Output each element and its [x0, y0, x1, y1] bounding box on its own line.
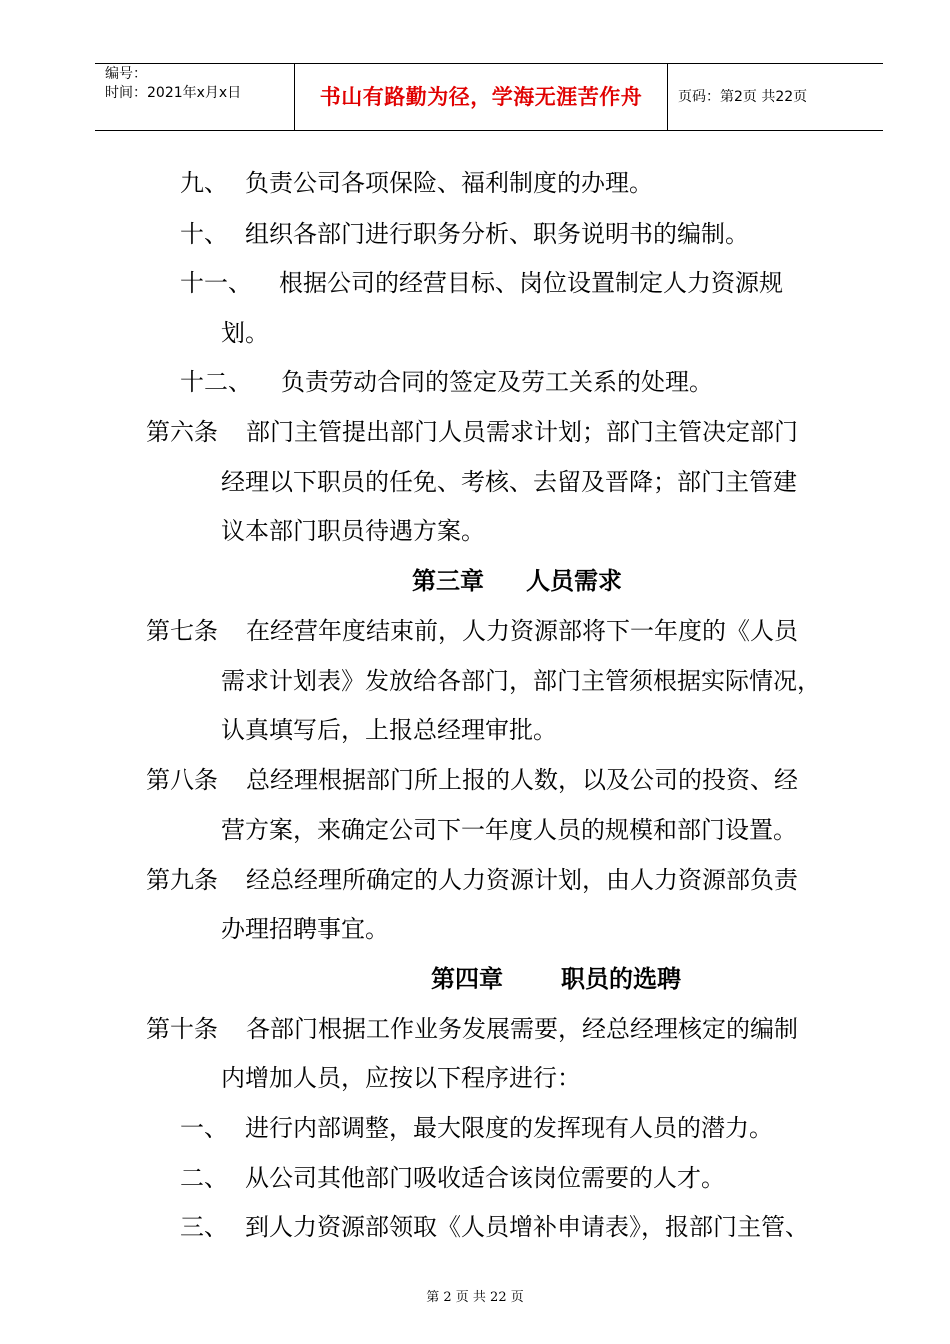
article-paragraph	[146, 616, 798, 646]
item-marker: 十一、	[180, 269, 252, 297]
article-continuation	[221, 516, 485, 546]
article-text: 认真填写后，上报总经理审批。	[221, 716, 557, 744]
list-item	[180, 367, 713, 397]
list-item	[180, 219, 749, 249]
chapter-heading	[431, 964, 681, 994]
article-paragraph	[146, 765, 798, 795]
article-paragraph	[146, 417, 798, 447]
article-continuation	[221, 815, 797, 845]
article-text: 各部门根据工作业务发展需要，经总经理核定的编制	[246, 1015, 798, 1043]
article-text: 议本部门职员待遇方案。	[221, 517, 485, 545]
article-paragraph	[146, 1014, 798, 1044]
header-meta	[105, 65, 241, 103]
article-text: 部门主管提出部门人员需求计划；部门主管决定部门	[246, 418, 798, 446]
item-text: 组织各部门进行职务分析、职务说明书的编制。	[245, 220, 749, 248]
article-continuation	[221, 467, 797, 497]
header-page-count: 页码：第2页 共22页	[678, 89, 808, 105]
article-number: 第九条	[146, 866, 218, 894]
chapter-number: 第三章	[412, 567, 484, 595]
item-text: 划。	[221, 319, 269, 347]
article-text: 办理招聘事宜。	[221, 915, 389, 943]
item-text: 负责劳动合同的签定及劳工关系的处理。	[281, 368, 713, 396]
article-text: 内增加人员，应按以下程序进行：	[221, 1064, 581, 1092]
document-number-label: 编号：	[105, 66, 147, 82]
chapter-number: 第四章	[431, 965, 503, 993]
article-number: 第六条	[146, 418, 218, 446]
header-divider	[667, 64, 668, 130]
page-header	[95, 63, 883, 131]
list-item-continuation	[221, 318, 269, 348]
item-text: 根据公司的经营目标、岗位设置制定人力资源规	[279, 269, 783, 297]
list-item	[180, 1163, 725, 1193]
article-text: 总经理根据部门所上报的人数，以及公司的投资、经	[246, 766, 798, 794]
chapter-heading	[412, 566, 622, 596]
article-paragraph	[146, 865, 798, 895]
article-text: 经理以下职员的任免、考核、去留及晋降；部门主管建	[221, 468, 797, 496]
article-text: 在经营年度结束前，人力资源部将下一年度的《人员	[246, 617, 798, 645]
list-item	[180, 168, 653, 198]
article-text: 经总经理所确定的人力资源计划，由人力资源部负责	[246, 866, 798, 894]
item-marker: 九、	[180, 169, 228, 197]
article-continuation	[221, 914, 389, 944]
article-continuation	[221, 666, 821, 696]
item-marker: 一、	[180, 1114, 228, 1142]
chapter-title: 职员的选聘	[561, 965, 681, 993]
item-marker: 二、	[180, 1164, 228, 1192]
list-item	[180, 1113, 773, 1143]
article-continuation	[221, 1063, 581, 1093]
article-number: 第七条	[146, 617, 218, 645]
item-text: 从公司其他部门吸收适合该岗位需要的人才。	[245, 1164, 725, 1192]
item-text: 负责公司各项保险、福利制度的办理。	[245, 169, 653, 197]
item-text: 到人力资源部领取《人员增补申请表》，报部门主管、	[245, 1213, 809, 1241]
item-marker: 三、	[180, 1213, 228, 1241]
list-item	[180, 1212, 809, 1242]
page-footer: 第 2 页 共 22 页	[426, 1290, 524, 1305]
item-marker: 十二、	[180, 368, 252, 396]
article-continuation	[221, 715, 557, 745]
item-marker: 十、	[180, 220, 228, 248]
list-item	[180, 268, 783, 298]
article-text: 需求计划表》发放给各部门，部门主管须根据实际情况，	[221, 667, 821, 695]
article-number: 第八条	[146, 766, 218, 794]
document-time-label: 时间：2021年x月x日	[105, 85, 242, 101]
article-text: 营方案，来确定公司下一年度人员的规模和部门设置。	[221, 816, 797, 844]
chapter-title: 人员需求	[526, 567, 622, 595]
item-text: 进行内部调整，最大限度的发挥现有人员的潜力。	[245, 1114, 773, 1142]
article-number: 第十条	[146, 1015, 218, 1043]
header-motto: 书山有路勤为径，学海无涯苦作舟	[319, 85, 643, 109]
